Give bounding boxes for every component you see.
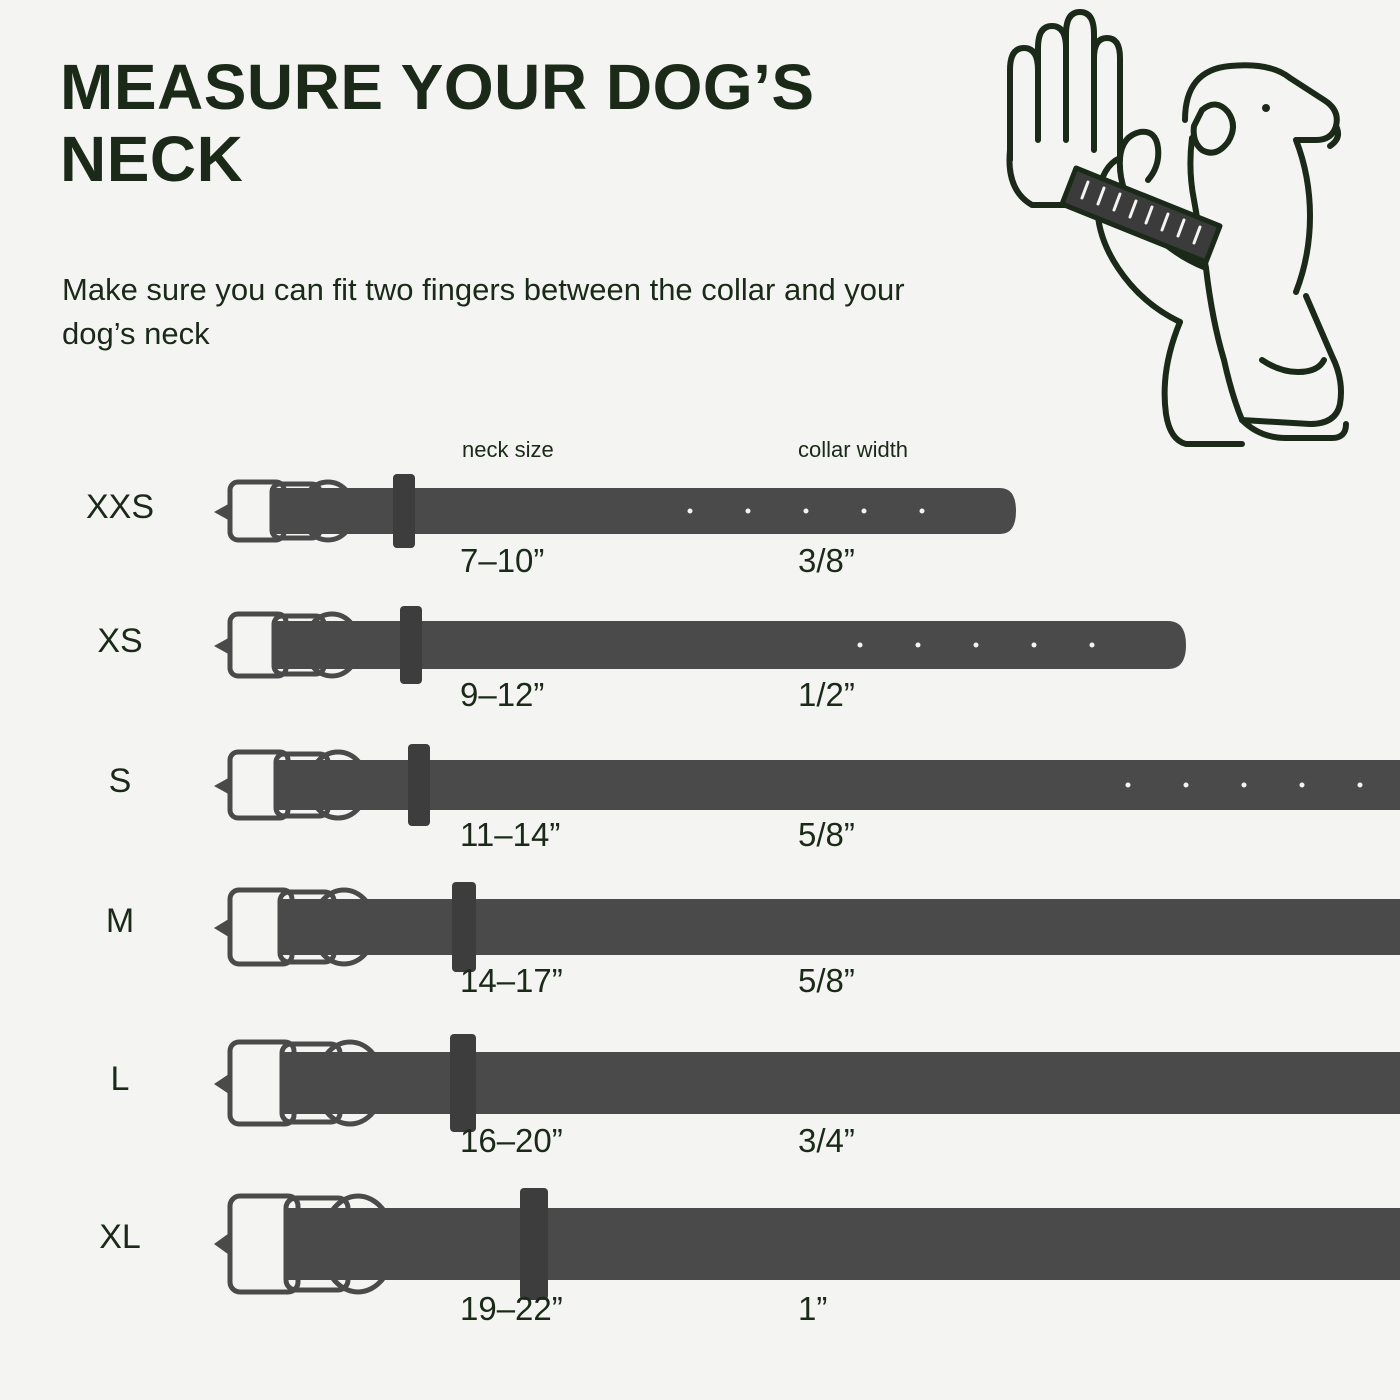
row-neck-size: 14–17”: [460, 962, 563, 999]
dog-illustration: [980, 0, 1370, 470]
row-size-label: M: [105, 902, 135, 940]
table-row: [0, 1186, 1400, 1336]
table-row: [0, 1034, 1400, 1184]
collar-graphic-xs: [210, 600, 1190, 720]
row-size-label: XL: [99, 1218, 141, 1256]
page-subtitle: Make sure you can fit two fingers between the collar and your dog’s neck: [62, 272, 905, 352]
row-neck-size: 7–10”: [460, 542, 545, 579]
page-title: MEASURE YOUR DOG’S NECK: [60, 51, 815, 195]
collar-graphic-xxs: [210, 466, 1020, 586]
row-collar-width: 1/2”: [798, 676, 855, 713]
row-neck-size: 9–12”: [460, 676, 545, 713]
column-header-collar-width: collar width: [798, 437, 909, 462]
row-collar-width: 1”: [798, 1290, 828, 1327]
row-size-label: L: [110, 1060, 130, 1098]
row-neck-size: 11–14”: [460, 816, 561, 853]
table-row: [0, 600, 1400, 750]
collar-graphic-xl: [210, 1186, 1400, 1306]
row-collar-width: 5/8”: [798, 962, 855, 999]
row-collar-width: 3/4”: [798, 1122, 855, 1159]
row-size-label: S: [108, 762, 132, 800]
row-size-label: XS: [97, 622, 143, 660]
column-header-neck-size: neck size: [462, 437, 554, 462]
row-size-label: XXS: [85, 488, 155, 526]
table-row: [0, 740, 1400, 890]
row-neck-size: 16–20”: [460, 1122, 563, 1159]
table-row: [0, 466, 1400, 616]
row-collar-width: 3/8”: [798, 542, 855, 579]
row-collar-width: 5/8”: [798, 816, 855, 853]
table-row: [0, 880, 1400, 1030]
row-neck-size: 19–22”: [460, 1290, 563, 1327]
